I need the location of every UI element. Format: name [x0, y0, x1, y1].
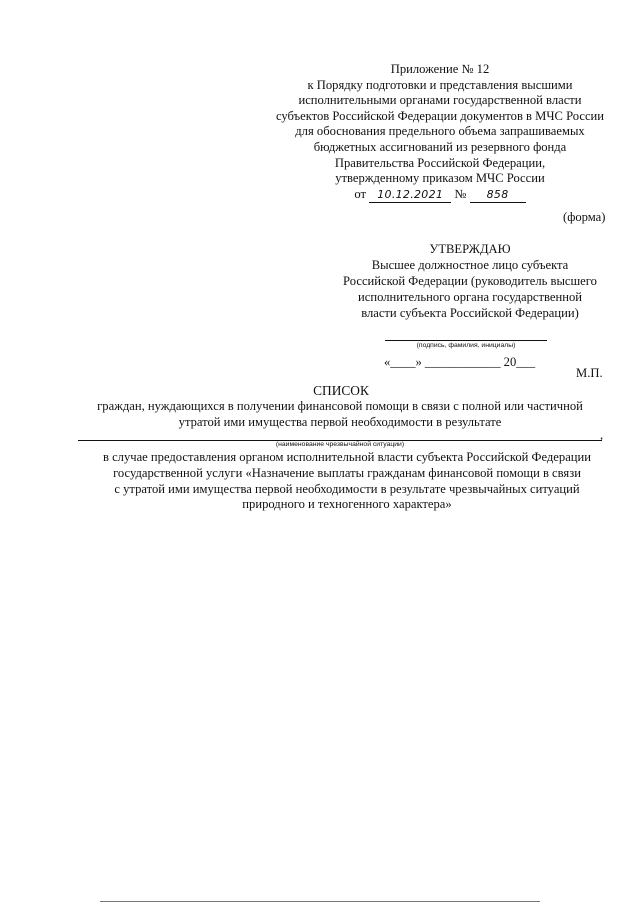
approval-line: власти субъекта Российской Федерации) [361, 306, 579, 320]
appendix-header [240, 62, 640, 203]
order-date-field [369, 187, 451, 204]
body-line: с утратой ими имущества первой необходимости в результате чрезвычайных ситуаций [114, 481, 580, 496]
subtitle-line: утратой ими имущества первой необходимости в результате [178, 415, 502, 429]
date-prefix: от [354, 186, 367, 201]
approval-block [320, 241, 620, 321]
body-line: государственной услуги «Назначение выплаты гражданам финансовой помощи в связи [113, 465, 581, 480]
order-number-value: 858 [486, 187, 509, 201]
list-subtitle [80, 398, 600, 430]
list-title: СПИСОК [313, 383, 369, 398]
approval-line: исполнительного органа государственной [358, 290, 582, 304]
approval-heading: УТВЕРЖДАЮ [429, 242, 511, 256]
list-body-text [82, 450, 612, 513]
appendix-title: Приложение № 12 [390, 62, 490, 76]
order-date-number [240, 187, 640, 204]
body-line: природного и техногенного характера» [242, 497, 452, 512]
approval-line: Российской Федерации (руководитель высшего [343, 274, 597, 288]
order-date-value: 10.12.2021 [377, 187, 444, 201]
appendix-line: исполнительными органами государственной власти [298, 93, 582, 108]
approval-date-line: «____» ____________ 20___ [384, 355, 536, 369]
appendix-line: для обоснования предельного объема запрашиваемых [295, 124, 585, 139]
appendix-line: к Порядку подготовки и представления высшими [307, 77, 573, 92]
appendix-line: Правительства Российской Федерации, [334, 155, 546, 170]
body-line: в случае предоставления органом исполнительной власти субъекта Российской Федерации [102, 450, 591, 464]
trailing-comma: , [600, 428, 604, 442]
approval-line: Высшее должностное лицо субъекта [371, 258, 569, 272]
form-label: (форма) [563, 210, 606, 224]
signature-line [385, 340, 547, 341]
stamp-place-label: М.П. [576, 366, 603, 380]
subtitle-line: граждан, нуждающихся в получении финансовой помощи в связи с полной или частичной [97, 399, 583, 413]
signature-caption: (подпись, фамилия, инициалы) [416, 342, 516, 349]
situation-caption: (наименование чрезвычайной ситуации) [275, 441, 405, 448]
appendix-line: бюджетных ассигнований из резервного фонда [313, 139, 567, 154]
order-number-field [470, 187, 526, 204]
appendix-line: субъектов Российской Федерации документов в МЧС России [275, 108, 605, 123]
scan-bottom-edge [100, 901, 540, 902]
appendix-line: утвержденному приказом МЧС России [335, 171, 545, 186]
number-prefix: № [454, 186, 467, 201]
